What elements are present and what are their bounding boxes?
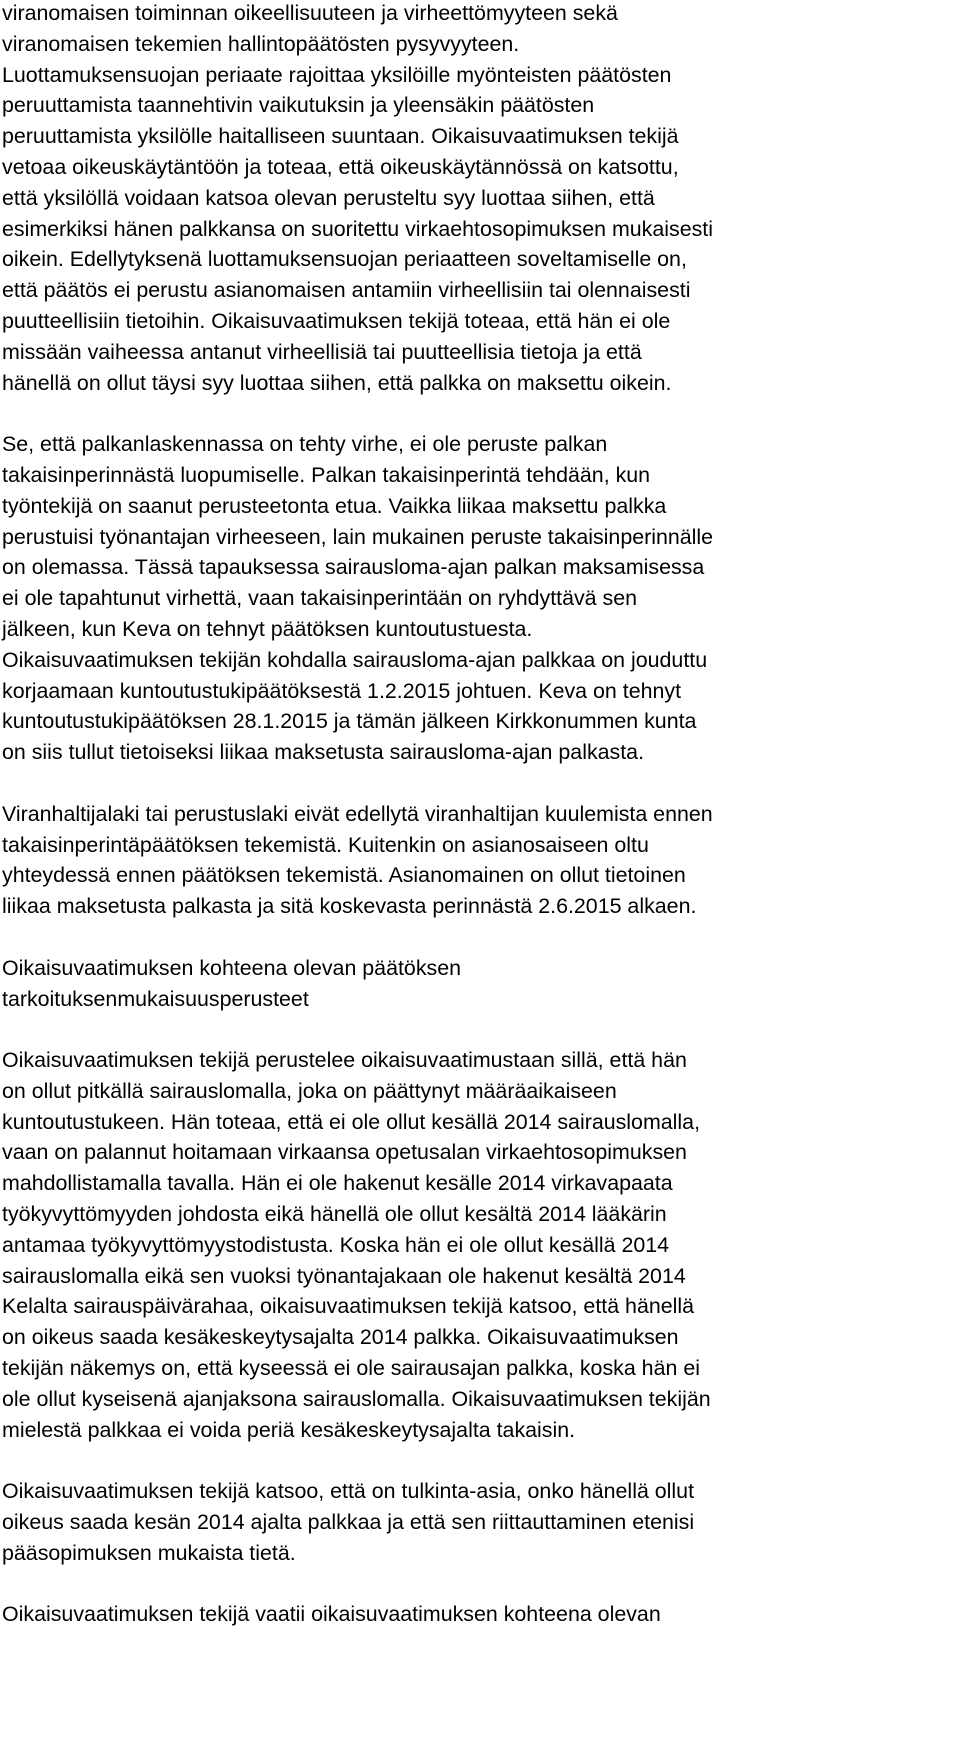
text-line: takaisinperintäpäätöksen tekemistä. Kuitenkin on asianosaiseen oltu xyxy=(2,832,649,857)
text-line: takaisinperinnästä luopumiselle. Palkan takaisinperintä tehdään, kun xyxy=(2,462,651,487)
text-line: on oikeus saada kesäkeskeytysajalta 2014 palkka. Oikaisuvaatimuksen xyxy=(2,1325,679,1350)
text-line: viranomaisen tekemien hallintopäätösten pysyvyyteen. xyxy=(2,31,520,56)
heading-line: tarkoituksenmukaisuusperusteet xyxy=(2,986,309,1011)
text-line: työkyvyttömyyden johdosta eikä hänellä ole ollut kesältä 2014 lääkärin xyxy=(2,1202,667,1227)
text-line: on ollut pitkällä sairauslomalla, joka on päättynyt määräaikaiseen xyxy=(2,1078,617,1103)
text-line: viranomaisen toiminnan oikeellisuuteen ja virheettömyyteen sekä xyxy=(2,1,618,25)
text-line: esimerkiksi hänen palkkansa on suoritettu virkaehtosopimuksen mukaisesti xyxy=(2,216,713,241)
text-line: Kelalta sairauspäivärahaa, oikaisuvaatimuksen tekijä katsoo, että hänellä xyxy=(2,1294,695,1319)
text-line: peruuttamista yksilölle haitalliseen suuntaan. Oikaisuvaatimuksen tekijä xyxy=(2,124,679,149)
paragraph-spacer xyxy=(2,1014,960,1045)
text-line: on siis tullut tietoiseksi liikaa maksetusta sairausloma-ajan palkasta. xyxy=(2,740,645,765)
text-line: perustuisi työnantajan virheeseen, lain mukainen peruste takaisinperinnälle xyxy=(2,524,714,549)
paragraph-interpretation xyxy=(2,1476,960,1568)
text-line: pääsopimuksen mukaista tietä. xyxy=(2,1540,296,1565)
text-line: Se, että palkanlaskennassa on tehty virhe, ei ole peruste palkan xyxy=(2,432,608,457)
text-line: Oikaisuvaatimuksen tekijä katsoo, että on tulkinta-asia, onko hänellä ollut xyxy=(2,1479,695,1504)
text-line: Oikaisuvaatimuksen tekijä vaatii oikaisuvaatimuksen kohteena olevan xyxy=(2,1602,661,1627)
paragraph-demand xyxy=(2,1599,960,1630)
text-line: jälkeen, kun Keva on tehnyt päätöksen kuntoutustuesta. xyxy=(2,616,533,641)
text-line: mahdollistamalla tavalla. Hän ei ole hakenut kesälle 2014 virkavapaata xyxy=(2,1171,673,1196)
text-line: ole ollut kyseisenä ajanjaksona sairauslomalla. Oikaisuvaatimuksen tekijän xyxy=(2,1386,711,1411)
paragraph-spacer xyxy=(2,398,960,429)
text-line: on olemassa. Tässä tapauksessa sairausloma-ajan palkan maksamisessa xyxy=(2,555,705,580)
text-line: hänellä on ollut täysi syy luottaa siihen, että palkka on maksettu oikein. xyxy=(2,370,672,395)
text-line: työntekijä on saanut perusteetonta etua. Vaikka liikaa maksettu palkka xyxy=(2,493,667,518)
paragraph-spacer xyxy=(2,922,960,953)
paragraph-claimant-argument xyxy=(2,1045,960,1445)
text-line: vaan on palannut hoitamaan virkaansa opetusalan virkaehtosopimuksen xyxy=(2,1140,687,1165)
text-line: Oikaisuvaatimuksen tekijä perustelee oikaisuvaatimustaan sillä, että hän xyxy=(2,1048,687,1073)
paragraph-spacer xyxy=(2,1445,960,1476)
text-line: että päätös ei perustu asianomaisen antamiin virheellisiin tai olennaisesti xyxy=(2,278,691,303)
text-line: että yksilöllä voidaan katsoa olevan perusteltu syy luottaa siihen, että xyxy=(2,185,655,210)
heading-line: Oikaisuvaatimuksen kohteena olevan päätöksen xyxy=(2,955,462,980)
text-line: antamaa työkyvyttömyystodistusta. Koska hän ei ole ollut kesällä 2014 xyxy=(2,1232,670,1257)
text-line: mielestä palkkaa ei voida periä kesäkeskeytysajalta takaisin. xyxy=(2,1417,576,1442)
text-line: tekijän näkemys on, että kyseessä ei ole sairausajan palkka, koska hän ei xyxy=(2,1356,700,1381)
text-line: missään vaiheessa antanut virheellisiä tai puutteellisia tietoja ja että xyxy=(2,339,642,364)
text-line: korjaamaan kuntoutustukipäätöksestä 1.2.2015 johtuen. Keva on tehnyt xyxy=(2,678,682,703)
text-line: oikeus saada kesän 2014 ajalta palkkaa ja että sen riittauttaminen etenisi xyxy=(2,1510,695,1535)
text-line: kuntoutustukipäätöksen 28.1.2015 ja tämän jälkeen Kirkkonummen kunta xyxy=(2,709,697,734)
text-line: Luottamuksensuojan periaate rajoittaa yksilöille myönteisten päätösten xyxy=(2,62,672,87)
text-line: sairauslomalla eikä sen vuoksi työnantajakaan ole hakenut kesältä 2014 xyxy=(2,1263,686,1288)
text-line: ei ole tapahtunut virhettä, vaan takaisinperintään on ryhdyttävä sen xyxy=(2,586,638,611)
paragraph-hearing xyxy=(2,799,960,922)
text-line: oikein. Edellytyksenä luottamuksensuojan periaatteen soveltamiselle on, xyxy=(2,247,687,272)
paragraph-spacer xyxy=(2,768,960,799)
text-line: Viranhaltijalaki tai perustuslaki eivät edellytä viranhaltijan kuulemista ennen xyxy=(2,801,713,826)
text-line: peruuttamista taannehtivin vaikutuksin ja yleensäkin päätösten xyxy=(2,93,595,118)
paragraph-payroll-error xyxy=(2,429,960,768)
paragraph-legal-principle xyxy=(2,0,960,398)
text-line: puutteellisiin tietoihin. Oikaisuvaatimuksen tekijä toteaa, että hän ei ole xyxy=(2,308,671,333)
text-line: Oikaisuvaatimuksen tekijän kohdalla sairausloma-ajan palkkaa on jouduttu xyxy=(2,647,708,672)
section-heading xyxy=(2,953,960,1015)
text-line: yhteydessä ennen päätöksen tekemistä. Asianomainen on ollut tietoinen xyxy=(2,863,686,888)
text-line: liikaa maksetusta palkasta ja sitä koskevasta perinnästä 2.6.2015 alkaen. xyxy=(2,894,697,919)
text-line: vetoaa oikeuskäytäntöön ja toteaa, että oikeuskäytännössä on katsottu, xyxy=(2,154,679,179)
text-line: kuntoutustukeen. Hän toteaa, että ei ole ollut kesällä 2014 sairauslomalla, xyxy=(2,1109,701,1134)
paragraph-spacer xyxy=(2,1569,960,1600)
